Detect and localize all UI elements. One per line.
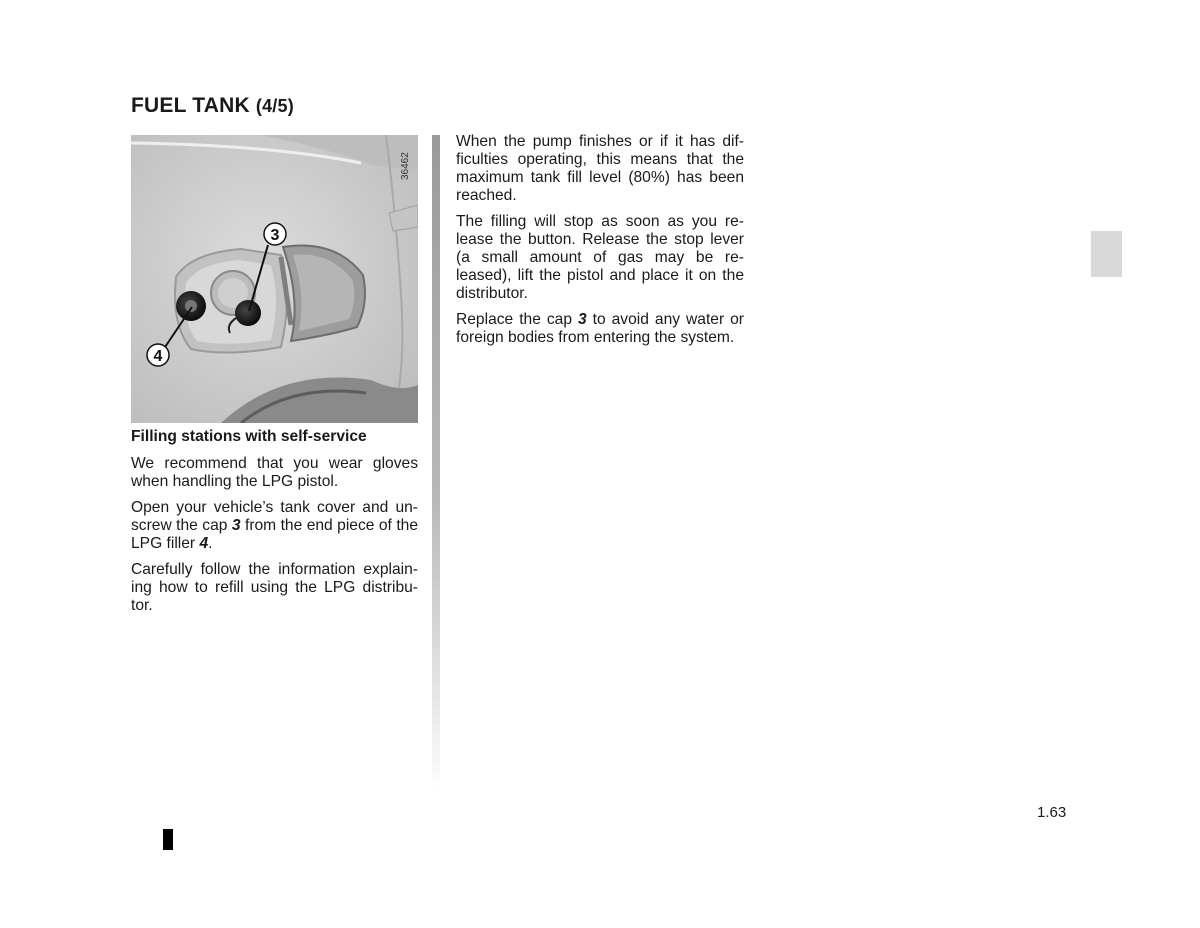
- image-reference-code: [397, 140, 411, 180]
- replace-cap-paragraph: [456, 311, 744, 347]
- image-code-text: 36462: [400, 152, 411, 180]
- callout-3-label: 3: [270, 227, 280, 244]
- page-number: 1.63: [1037, 804, 1067, 821]
- callout-4-label: 4: [153, 348, 163, 365]
- fuel-filler-photo: [131, 135, 418, 423]
- section-subheading: Filling stations with self-service: [131, 428, 367, 445]
- text-span: to avoid any water or foreign bodies from entering the system.: [456, 311, 744, 346]
- print-mark: [163, 829, 173, 850]
- ref-cap: 3: [231, 517, 241, 534]
- ref-lpg-filler: 4: [199, 535, 209, 552]
- column-divider: [432, 135, 440, 795]
- gloves-paragraph: We recommend that you wear gloves when handling the LPG pistol.: [131, 455, 418, 490]
- ref-cap: 3: [577, 311, 587, 328]
- right-text-column: [456, 133, 744, 355]
- text-span: Replace the cap: [456, 311, 578, 328]
- title-part: (4/5): [255, 96, 294, 116]
- title-text: FUEL TANK: [131, 94, 250, 117]
- page-title: [131, 94, 294, 118]
- text-span: Open your vehicle’s tank cover and un- screw the cap: [131, 499, 418, 534]
- filling-stop-paragraph: The filling will stop as soon as you re- lease the button. Release the stop lever (a small amount of gas may be re- leased), lift the pistol and place it on the distributor.: [456, 213, 744, 302]
- open-cover-paragraph: [131, 499, 418, 553]
- left-text-column: [131, 428, 418, 623]
- text-span: .: [208, 535, 213, 552]
- pump-finish-paragraph: When the pump finishes or if it has dif- ficulties operating, this means that the maximum tank fill level (80%) has been reached.: [456, 133, 744, 204]
- fuel-filler-illustration: [131, 135, 418, 423]
- section-tab-marker: [1091, 231, 1122, 277]
- refill-info-paragraph: Carefully follow the information explain- ing how to refill using the LPG distribu- tor.: [131, 561, 418, 614]
- text-span: from the end piece of the LPG filler: [131, 517, 418, 552]
